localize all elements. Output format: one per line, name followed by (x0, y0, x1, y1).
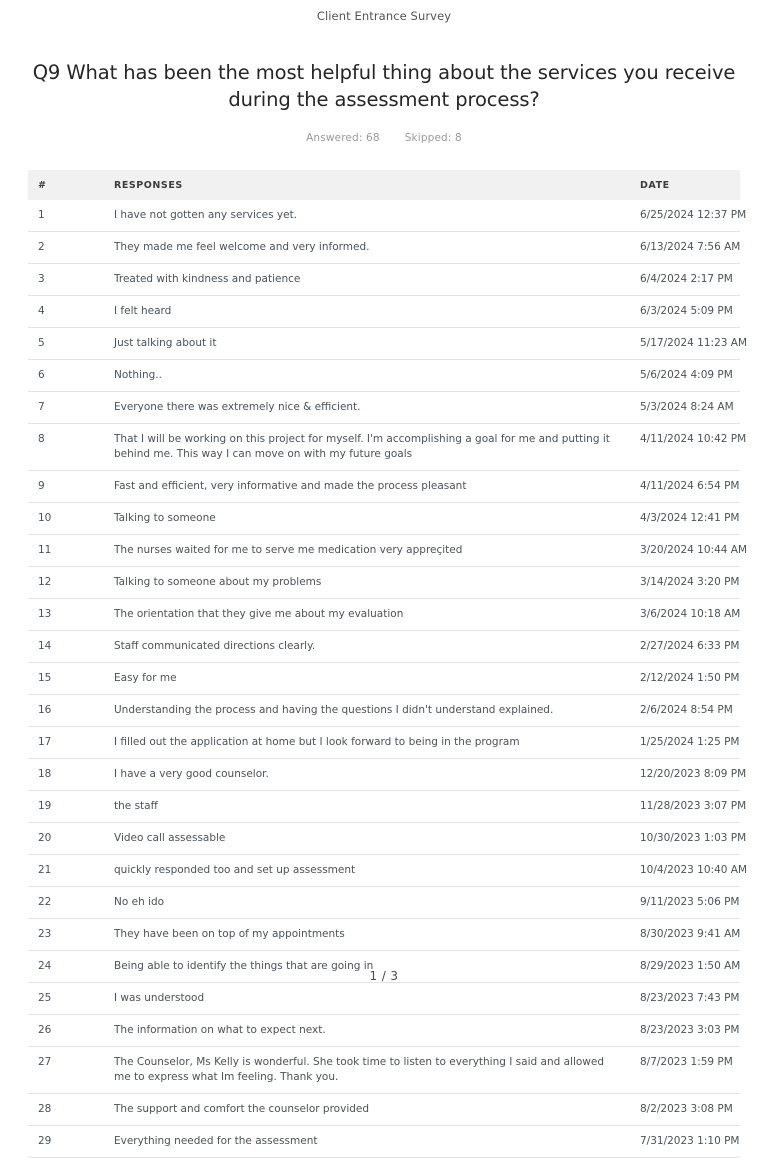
skipped-count: Skipped: 8 (404, 132, 462, 144)
row-date-cell: 6/3/2024 5:09 PM (632, 296, 740, 328)
row-date-cell: 11/28/2023 3:07 PM (632, 791, 740, 823)
row-date-cell: 5/6/2024 4:09 PM (632, 360, 740, 392)
row-response-cell: The support and comfort the counselor provided (112, 1094, 632, 1126)
row-number-cell: 19 (28, 791, 112, 823)
row-number-cell: 3 (28, 264, 112, 296)
row-date-cell: 8/23/2023 3:03 PM (632, 1015, 740, 1047)
row-date-cell: 9/11/2023 5:06 PM (632, 887, 740, 919)
row-number-cell: 28 (28, 1094, 112, 1126)
row-response-cell: That I will be working on this project for myself. I'm accomplishing a goal for me and putting it behind me. This way I can move on with my future goals (112, 424, 632, 471)
row-date-cell: 3/6/2024 10:18 AM (632, 599, 740, 631)
row-number-cell: 21 (28, 855, 112, 887)
table-row (28, 663, 740, 695)
table-row (28, 503, 740, 535)
question-block (0, 59, 768, 144)
row-date-cell: 10/4/2023 10:40 AM (632, 855, 740, 887)
table-header-row (28, 170, 740, 200)
row-number-cell: 2 (28, 232, 112, 264)
table-row (28, 328, 740, 360)
row-number-cell: 14 (28, 631, 112, 663)
row-response-cell: They made me feel welcome and very informed. (112, 232, 632, 264)
row-date-cell: 2/6/2024 8:54 PM (632, 695, 740, 727)
row-number-cell: 7 (28, 392, 112, 424)
row-date-cell: 3/20/2024 10:44 AM (632, 535, 740, 567)
row-date-cell: 10/30/2023 1:03 PM (632, 823, 740, 855)
row-number-cell: 15 (28, 663, 112, 695)
row-date-cell: 6/4/2024 2:17 PM (632, 264, 740, 296)
row-number-cell: 27 (28, 1047, 112, 1094)
row-response-cell: I felt heard (112, 296, 632, 328)
table-row (28, 759, 740, 791)
row-number-cell: 20 (28, 823, 112, 855)
row-number-cell: 6 (28, 360, 112, 392)
row-number-cell: 1 (28, 200, 112, 232)
row-number-cell: 9 (28, 471, 112, 503)
row-response-cell: I filled out the application at home but I look forward to being in the program (112, 727, 632, 759)
row-response-cell: I have a very good counselor. (112, 759, 632, 791)
table-row (28, 599, 740, 631)
row-response-cell: quickly responded too and set up assessment (112, 855, 632, 887)
column-header-responses: RESPONSES (112, 170, 632, 200)
row-number-cell: 18 (28, 759, 112, 791)
row-date-cell: 4/11/2024 10:42 PM (632, 424, 740, 471)
row-number-cell: 26 (28, 1015, 112, 1047)
responses-table-container (0, 170, 768, 1158)
row-response-cell: Video call assessable (112, 823, 632, 855)
row-response-cell: They have been on top of my appointments (112, 919, 632, 951)
row-number-cell: 8 (28, 424, 112, 471)
row-date-cell: 8/30/2023 9:41 AM (632, 919, 740, 951)
row-date-cell: 8/2/2023 3:08 PM (632, 1094, 740, 1126)
table-body (28, 200, 748, 1158)
table-row (28, 791, 740, 823)
answered-count: Answered: 68 (306, 132, 380, 144)
row-date-cell: 5/3/2024 8:24 AM (632, 392, 740, 424)
row-number-cell: 29 (28, 1126, 112, 1158)
row-response-cell: The Counselor, Ms Kelly is wonderful. She took time to listen to everything I said and allowed me to express what Im feeling. Thank you. (112, 1047, 632, 1094)
row-date-cell: 4/11/2024 6:54 PM (632, 471, 740, 503)
row-date-cell: 5/17/2024 11:23 AM (632, 328, 740, 360)
row-response-cell: Treated with kindness and patience (112, 264, 632, 296)
row-number-cell: 11 (28, 535, 112, 567)
row-number-cell: 24 (28, 951, 112, 983)
row-response-cell: I was understood (112, 983, 632, 1015)
table-row (28, 919, 740, 951)
row-number-cell: 17 (28, 727, 112, 759)
column-header-date: DATE (632, 170, 740, 200)
table-row (28, 392, 740, 424)
row-response-cell: Nothing.. (112, 360, 632, 392)
table-row (28, 631, 740, 663)
table-row (28, 727, 740, 759)
row-number-cell: 13 (28, 599, 112, 631)
row-date-cell: 7/31/2023 1:10 PM (632, 1126, 740, 1158)
row-response-cell: Everything needed for the assessment (112, 1126, 632, 1158)
row-date-cell: 1/25/2024 1:25 PM (632, 727, 740, 759)
row-response-cell: Just talking about it (112, 328, 632, 360)
responses-table (28, 170, 748, 1158)
table-row (28, 296, 740, 328)
row-number-cell: 25 (28, 983, 112, 1015)
row-response-cell: Talking to someone (112, 503, 632, 535)
row-number-cell: 10 (28, 503, 112, 535)
row-response-cell: No eh ido (112, 887, 632, 919)
column-header-number: # (28, 170, 112, 200)
table-row (28, 855, 740, 887)
table-row (28, 535, 740, 567)
row-date-cell: 8/23/2023 7:43 PM (632, 983, 740, 1015)
table-row (28, 1015, 740, 1047)
row-response-cell: Everyone there was extremely nice & efficient. (112, 392, 632, 424)
row-response-cell: Understanding the process and having the questions I didn't understand explained. (112, 695, 632, 727)
row-number-cell: 12 (28, 567, 112, 599)
row-number-cell: 22 (28, 887, 112, 919)
row-response-cell: I have not gotten any services yet. (112, 200, 632, 232)
row-response-cell: Talking to someone about my problems (112, 567, 632, 599)
page-title: Q9 What has been the most helpful thing about the services you receive during the assessment process? (32, 61, 736, 111)
row-date-cell: 3/14/2024 3:20 PM (632, 567, 740, 599)
table-row (28, 424, 740, 471)
row-response-cell: Being able to identify the things that are going in (112, 951, 632, 983)
row-number-cell: 4 (28, 296, 112, 328)
table-row (28, 1094, 740, 1126)
page-number-footer: 1 / 3 (369, 969, 399, 983)
row-date-cell: 2/12/2024 1:50 PM (632, 663, 740, 695)
row-response-cell: The information on what to expect next. (112, 1015, 632, 1047)
table-row (28, 1126, 740, 1158)
row-date-cell: 8/7/2023 1:59 PM (632, 1047, 740, 1094)
row-response-cell: Easy for me (112, 663, 632, 695)
row-number-cell: 5 (28, 328, 112, 360)
row-date-cell: 6/25/2024 12:37 PM (632, 200, 740, 232)
table-row (28, 471, 740, 503)
row-number-cell: 16 (28, 695, 112, 727)
table-row (28, 200, 740, 232)
row-date-cell: 6/13/2024 7:56 AM (632, 232, 740, 264)
response-counts (28, 132, 740, 144)
row-date-cell: 4/3/2024 12:41 PM (632, 503, 740, 535)
table-row (28, 887, 740, 919)
row-number-cell: 23 (28, 919, 112, 951)
row-response-cell: Fast and efficient, very informative and made the process pleasant (112, 471, 632, 503)
table-row (28, 360, 740, 392)
table-row (28, 1047, 740, 1094)
document-header-title: Client Entrance Survey (316, 9, 452, 23)
row-date-cell: 8/29/2023 1:50 AM (632, 951, 740, 983)
row-response-cell: The orientation that they give me about my evaluation (112, 599, 632, 631)
row-response-cell: Staff communicated directions clearly. (112, 631, 632, 663)
row-response-cell: the staff (112, 791, 632, 823)
table-row (28, 264, 740, 296)
table-row (28, 823, 740, 855)
row-date-cell: 2/27/2024 6:33 PM (632, 631, 740, 663)
row-response-cell: The nurses waited for me to serve me medication very appreçited (112, 535, 632, 567)
table-header (28, 170, 740, 200)
table-row (28, 567, 740, 599)
table-row (28, 232, 740, 264)
table-row (28, 695, 740, 727)
row-date-cell: 12/20/2023 8:09 PM (632, 759, 740, 791)
